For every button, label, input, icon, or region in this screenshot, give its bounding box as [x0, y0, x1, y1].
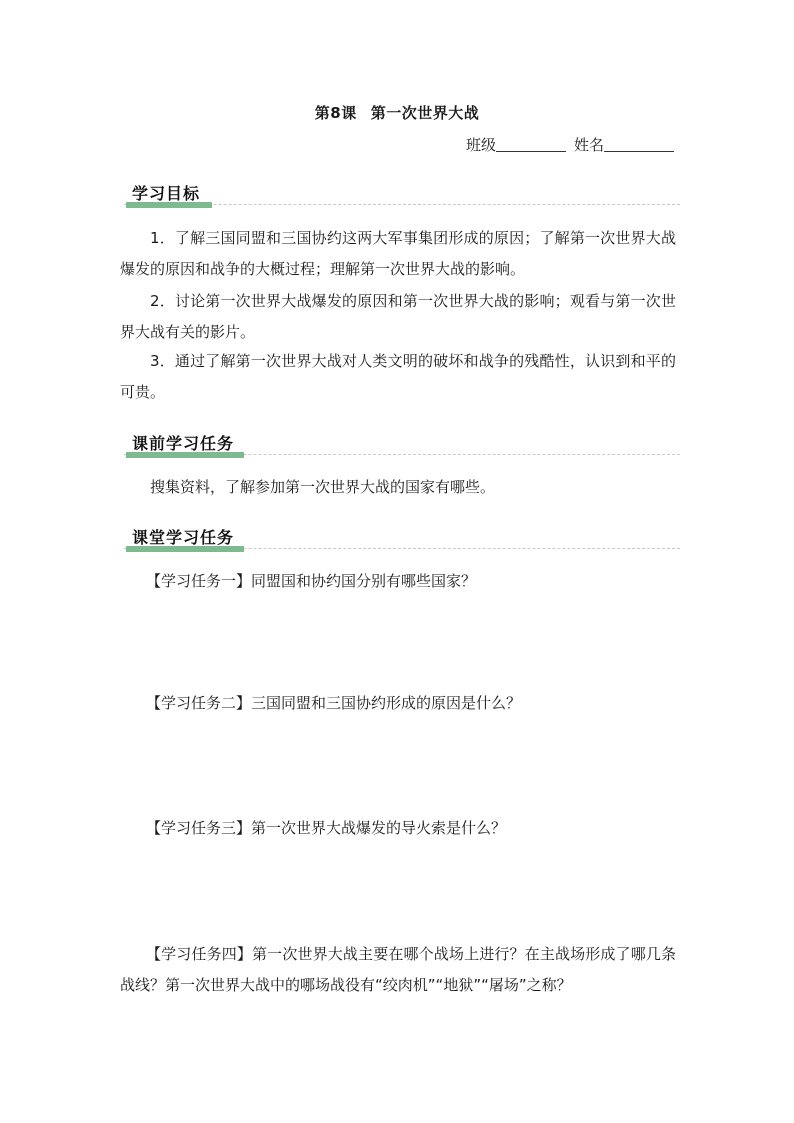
objective-item: 2．讨论第一次世界大战爆发的原因和第一次世界大战的影响；观看与第一次世界大战有关的影片。: [120, 292, 676, 341]
section-label: 学习目标: [132, 184, 201, 203]
name-blank: [604, 137, 674, 152]
section-heading-pre-class: [124, 428, 680, 458]
pre-class-task: 搜集资料，了解参加第一次世界大战的国家有哪些。: [150, 478, 496, 496]
class-name-line: [466, 134, 674, 155]
objective-item: 1．了解三国同盟和三国协约这两大军事集团形成的原因；了解第一次世界大战爆发的原因和战争的大概过程；理解第一次世界大战的影响。: [120, 229, 676, 278]
learning-task: 【学习任务二】三国同盟和三国协约形成的原因是什么？: [146, 694, 522, 712]
learning-task: 【学习任务四】第一次世界大战主要在哪个战场上进行？在主战场形成了哪几条战线？第一次世界大战中的哪场战役有“绞肉机”“地狱”“屠场”之称？: [120, 945, 676, 994]
section-heading-objectives: [124, 178, 680, 208]
section-heading-in-class: [124, 522, 680, 552]
learning-task: 【学习任务三】第一次世界大战爆发的导火索是什么？: [146, 819, 507, 837]
objective-item: 3．通过了解第一次世界大战对人类文明的破坏和战争的残酷性，认识到和平的可贵。: [120, 352, 676, 401]
lesson-number: 第8课: [314, 104, 357, 122]
lesson-title: 第一次世界大战: [370, 104, 480, 122]
learning-task: 【学习任务一】同盟国和协约国分别有哪些国家？: [146, 572, 477, 590]
section-label: 课前学习任务: [132, 434, 235, 453]
page-title: [0, 102, 794, 123]
section-label: 课堂学习任务: [132, 528, 235, 547]
name-label: 姓名: [573, 136, 604, 154]
class-blank: [496, 137, 566, 152]
class-label: 班级: [465, 136, 496, 154]
